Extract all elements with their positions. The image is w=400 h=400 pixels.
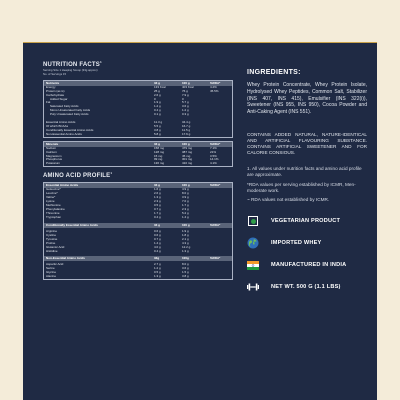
- nutrient-row: Saturated Fatty Acids 1.2 g 3.6 g: [50, 104, 189, 109]
- amino-acid-row: Threonine 1.7 g 5.2 g: [46, 210, 189, 215]
- amino-acid-row: Histidine 0.4 g 1.3 g: [46, 249, 189, 253]
- table-header: Conditionally Essential Amino Acids 33 g 100 g %RDA*: [44, 223, 232, 228]
- amino-acid-row: Isoleucine* 1.6 g 4.9 g: [46, 187, 189, 192]
- mineral-row: Potassium 136 mg 410 mg 4.1%: [46, 161, 217, 166]
- nutrition-facts-title: NUTRITION FACTS$^1$: [43, 60, 102, 68]
- amino-acid-row: Methionine 0.5 g 1.7 g: [46, 202, 189, 207]
- table-header: Non-Essential Amino Acids 33g 100g %RDA*: [44, 256, 232, 261]
- footnotes: [247, 166, 367, 203]
- amino-acid-row: Glutamic Acid 4.0 g 12.2 g: [46, 245, 191, 250]
- nutrient-row: Poly Unsaturated Fatty Acids 0.1 g 0.3 g: [50, 112, 189, 117]
- amino-summary-row: Essential Amino Acids 11.3 g 34.4 g: [46, 120, 191, 125]
- feature-imported-whey: IMPORTED WHEY: [247, 237, 367, 249]
- amino-acid-row: Cystine 0.6 g 1.8 g: [46, 233, 189, 238]
- minerals-table: [43, 141, 233, 168]
- amino-summary-row: Of which BCAAs 5.5 g 16.7 g: [46, 123, 191, 128]
- amino-acid-row: Lysine 2.3 g 7.0 g: [46, 198, 189, 203]
- vegetarian-mark-icon: [247, 215, 259, 227]
- nutrient-row: Added Sugar 0 0: [50, 96, 184, 101]
- nutrient-row: Carbohydrate 2.6 g 7.9 g: [46, 92, 189, 97]
- table-header: Nutrients 33 g 100 g %RDA*: [44, 81, 232, 86]
- serving-size: Serving Size 1 Heaping Scoop (33g approx): [43, 68, 98, 72]
- amino-acid-row: Phenylalanine 0.7 g 2.3 g: [46, 206, 189, 211]
- feature-vegetarian: VEGETARIAN PRODUCT: [247, 215, 367, 227]
- amino-acid-row: Proline 1.4 g 4.3 g: [46, 241, 189, 246]
- globe-icon: [247, 237, 259, 249]
- nutrition-table: [43, 80, 233, 138]
- nutrition-column: [43, 60, 233, 280]
- table-header: Essential Amino Acids 33 g 100 g %RDA*: [44, 183, 232, 188]
- footnote: 1. All values under nutrition facts and amino acid profile are approximate.: [247, 165, 362, 178]
- mineral-row: Sodium 158 mg 479 mg 7.1%: [46, 145, 217, 150]
- amino-acid-table: [43, 182, 233, 279]
- mineral-row: Phosphorus 99 mg 301 mg 14.1%: [46, 157, 219, 162]
- feature-made-in-india: MANUFACTURED IN INDIA: [247, 259, 367, 271]
- nutrient-row: Energy 133 Kcal 403 Kcal 4.2%: [46, 84, 217, 89]
- amino-acid-row: Serine 1.2 g 3.6 g: [46, 265, 189, 270]
- mineral-row: Calcium 128 mg 387 mg 21%: [46, 149, 217, 154]
- india-flag-icon: [247, 259, 259, 271]
- amino-acid-row: Arginine 0.6 g 1.9 g: [46, 229, 189, 234]
- mineral-row: Magnesium 15 mg 45 mg 3.5%: [46, 153, 217, 158]
- footnote: *RDA values per serving established by ICMR, Men-moderate work.: [247, 181, 356, 193]
- footnote: ~ RDA values not established by ICMR.: [247, 197, 330, 203]
- product-info-panel: [23, 43, 377, 400]
- nutrient-row: Protein (as is) 25 g 76 g 45.5%: [46, 88, 219, 93]
- nutrient-row: Fat 1.9 g 5.7 g: [46, 100, 189, 105]
- servings-count: No. of Servings 15: [43, 72, 67, 77]
- amino-summary-row: Conditionally Essential Amino Acids 3.8 g 11.5 g: [46, 127, 191, 132]
- amino-summary-row: Non-Essential Amino Acids 5.8 g 17.6 g: [46, 131, 191, 136]
- table-header: Minerals 33 g 100 g %RDA*: [44, 142, 232, 147]
- amino-acid-row: Valine* 1.3 g 3.9 g: [46, 195, 189, 200]
- amino-acid-row: Aspartic Acid 2.7 g 8.0 g: [46, 261, 189, 266]
- amino-acid-row: Leucine* 2.6 g 8.0 g: [46, 191, 189, 196]
- ingredients-text: Whey Protein Concentrate, Whey Protein Isolate, Hydrolysed Whey Peptides, Common Salt, Stabilizer (INS 407, INS 415), Emulsifier (INS 322(i)), Sweetener (INS 955, INS 950), Cocoa Powder and Anti-Caking Agent (INS 551).: [247, 82, 367, 116]
- ingredients-column: [247, 69, 367, 293]
- feature-net-weight: NET WT. 500 G (1.1 LBS): [247, 281, 367, 293]
- amino-acid-row: Tyrosine 0.7 g 2.1 g: [46, 237, 189, 242]
- dumbbell-icon: [247, 281, 259, 293]
- amino-acid-row: Glycine 0.5 g 1.5 g: [46, 269, 189, 274]
- amino-acid-row: Tryptophan 0.4 g 1.4 g: [46, 214, 189, 219]
- ingredients-title: INGREDIENTS:: [247, 69, 301, 76]
- amino-acid-profile-title: AMINO ACID PROFILE$^1$: [43, 171, 113, 180]
- amino-acid-row: Alanine 1.3 g 3.8 g: [46, 273, 189, 278]
- nutrient-row: Mono Unsaturated Fatty Acids 0.4 g 1.2 g: [50, 108, 189, 113]
- flavouring-statement: CONTAINS ADDED NATURAL, NATURE-IDENTICAL AND ARTIFICIAL FLAVOURING SUBSTANCE. CONTAINS ARTIFICIAL SWEETENER AND FOR CALORIE CONSIOUS.: [247, 131, 367, 155]
